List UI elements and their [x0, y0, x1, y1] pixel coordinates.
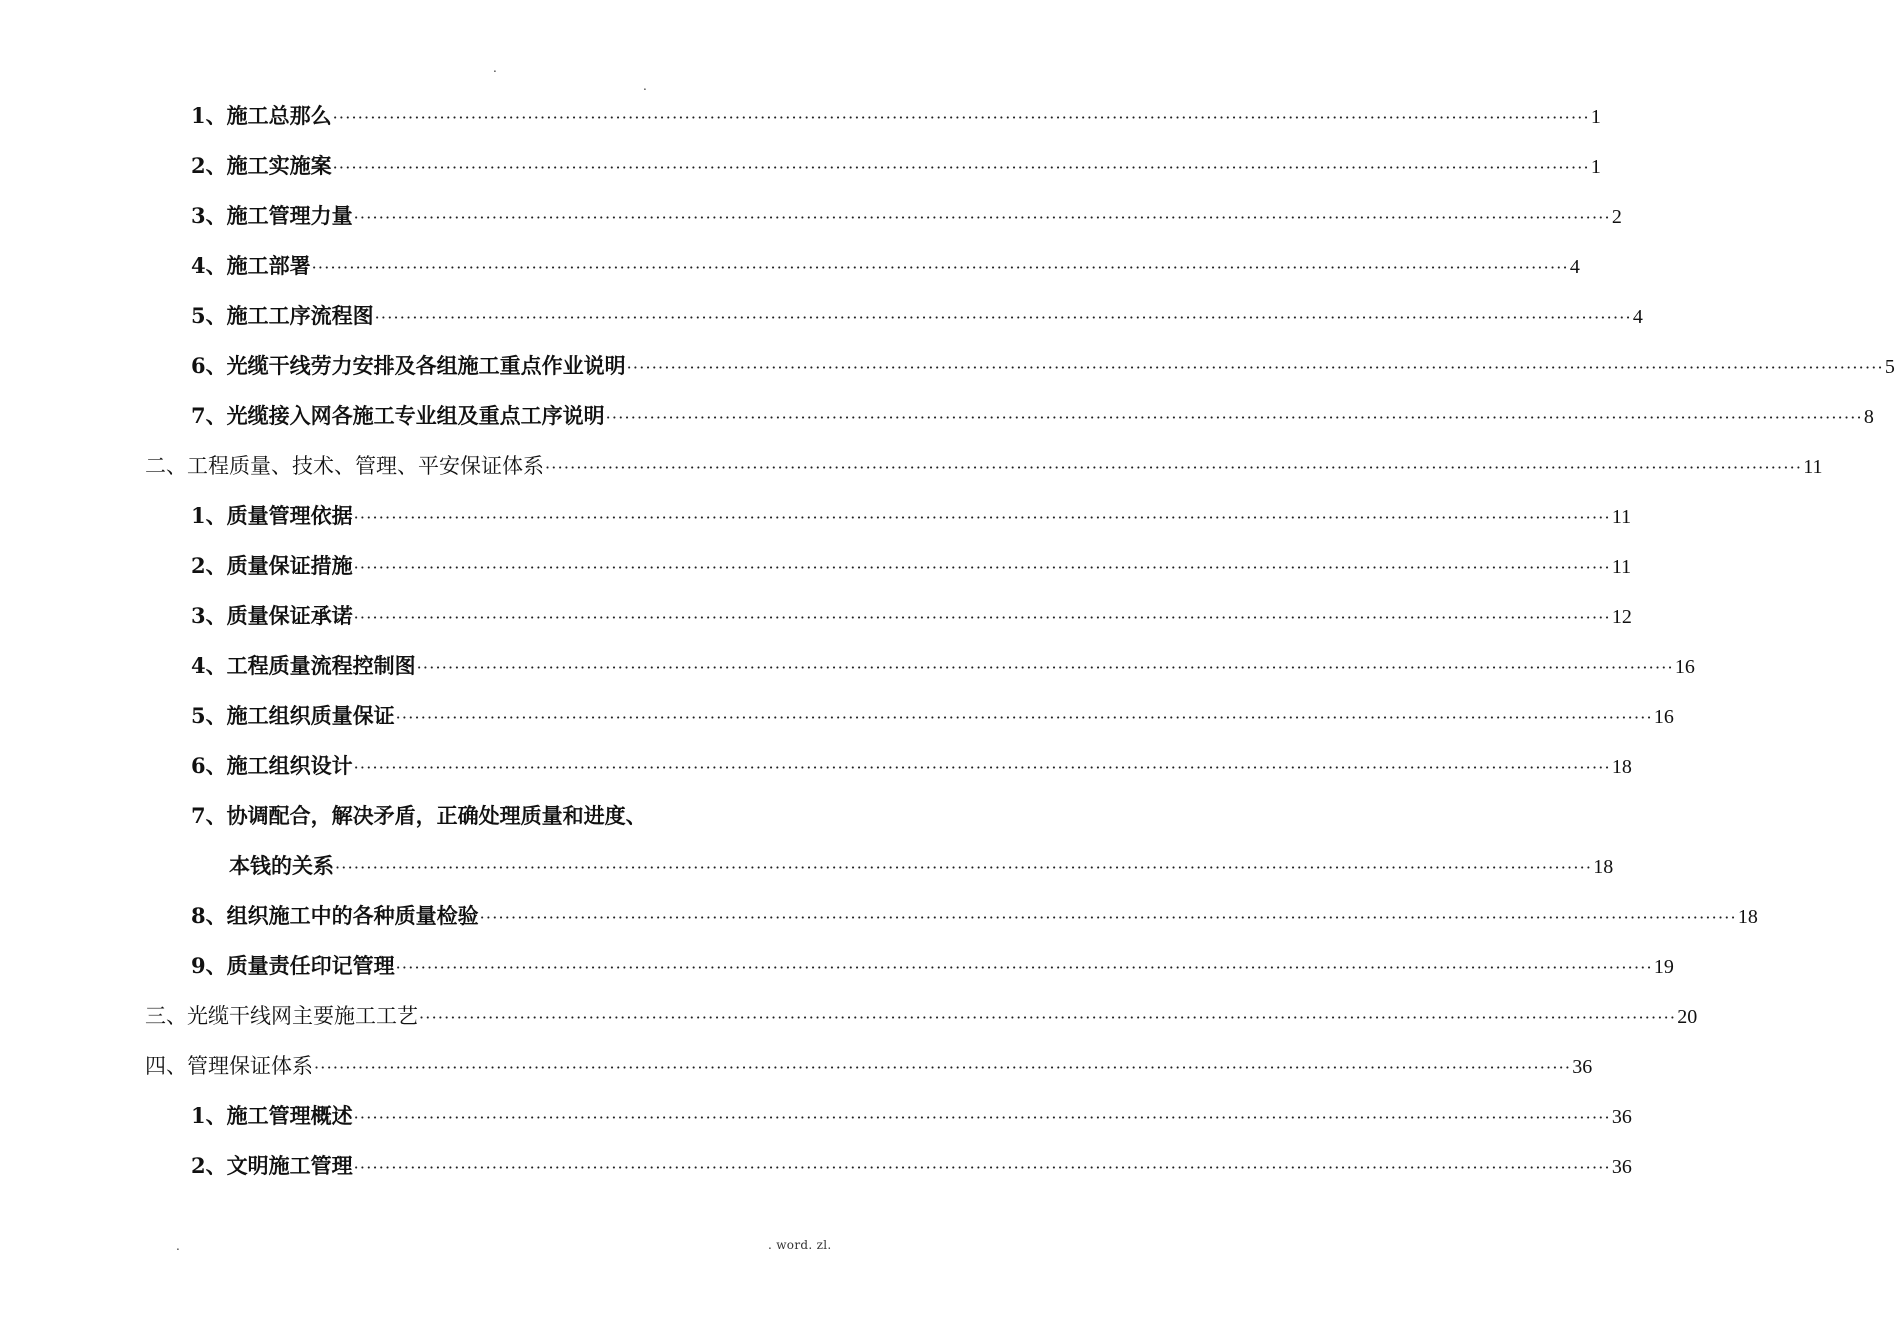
- toc-number: 4、: [191, 653, 227, 678]
- toc-title: 质量责任印记管理: [226, 953, 395, 978]
- toc-leader: ········································································································································································································: [311, 258, 1569, 277]
- toc-number: 9、: [191, 953, 227, 978]
- toc-leader: ········································································································································································································: [353, 1158, 1611, 1177]
- toc-title: 施工工序流程图: [226, 303, 374, 328]
- toc-title: 施工管理概述: [226, 1103, 353, 1128]
- toc-title: 工程质量、技术、管理、平安保证体系: [187, 454, 544, 478]
- toc-number: 4、: [191, 253, 227, 278]
- toc-title: 质量管理依据: [226, 503, 353, 528]
- toc-page: 1: [1590, 156, 1601, 178]
- toc-number: 二、: [145, 454, 187, 478]
- toc-leader: ········································································································································································································: [353, 758, 1611, 777]
- toc-page: 36: [1611, 1106, 1632, 1128]
- toc-entry[interactable]: [191, 501, 1632, 531]
- toc-number: 2、: [191, 1153, 227, 1178]
- toc-entry[interactable]: [191, 201, 1622, 231]
- toc-page: 20: [1677, 1006, 1698, 1028]
- toc-leader: ········································································································································································································: [332, 108, 1590, 127]
- toc-page: 2: [1611, 206, 1622, 228]
- toc-page: 16: [1674, 656, 1695, 678]
- toc-leader: ········································································································································································································: [395, 958, 1653, 977]
- toc-entry[interactable]: [191, 151, 1601, 181]
- toc-entry[interactable]: [191, 951, 1674, 981]
- toc-title: 光缆干线劳力安排及各组施工重点作业说明: [226, 353, 626, 378]
- toc-leader: ········································································································································································································: [353, 1108, 1611, 1127]
- toc-leader: ········································································································································································································: [314, 1058, 1572, 1077]
- toc-leader: ········································································································································································································: [419, 1008, 1677, 1027]
- toc-title: 施工部署: [226, 253, 311, 278]
- toc-number: 四、: [145, 1054, 187, 1078]
- toc-page: 12: [1611, 606, 1632, 628]
- toc-title: 管理保证体系: [187, 1054, 313, 1078]
- toc-leader: ········································································································································································································: [626, 358, 1884, 377]
- toc-title: 施工组织设计: [226, 753, 353, 778]
- toc-number: 三、: [145, 1004, 187, 1028]
- toc-title: 施工总那么: [226, 103, 332, 128]
- toc-number: 6、: [191, 753, 227, 778]
- toc-title: 施工管理力量: [226, 203, 353, 228]
- toc-entry[interactable]: [191, 601, 1632, 631]
- toc-entry[interactable]: [191, 651, 1695, 681]
- toc-page: 11: [1803, 456, 1823, 478]
- toc-number: 6、: [191, 353, 227, 378]
- toc-page: 18: [1737, 906, 1758, 928]
- toc-leader: ········································································································································································································: [353, 608, 1611, 627]
- toc-page: 16: [1653, 706, 1674, 728]
- top-dot-mark: .: [643, 79, 647, 93]
- toc-page: 36: [1611, 1156, 1632, 1178]
- toc-entry[interactable]: [191, 401, 1874, 431]
- toc-number: 2、: [191, 553, 227, 578]
- toc-title: 本钱的关系: [229, 853, 334, 878]
- toc-number: 5、: [191, 303, 227, 328]
- toc-number: 3、: [191, 203, 227, 228]
- toc-entry[interactable]: [191, 301, 1643, 331]
- toc-number: 3、: [191, 603, 227, 628]
- toc-section[interactable]: [145, 451, 1823, 481]
- toc-leader: ········································································································································································································: [479, 908, 1737, 927]
- toc-entry[interactable]: [191, 551, 1632, 581]
- toc-number: 8、: [191, 903, 227, 928]
- toc-leader: ········································································································································································································: [353, 558, 1611, 577]
- toc-entry[interactable]: [191, 1151, 1632, 1181]
- toc-entry[interactable]: [191, 1101, 1632, 1131]
- toc-page: 1: [1590, 106, 1601, 128]
- toc-title: 施工实施案: [226, 153, 332, 178]
- toc-entry[interactable]: [191, 801, 800, 831]
- toc-title: 质量保证承诺: [226, 603, 353, 628]
- toc-title: 工程质量流程控制图: [226, 653, 416, 678]
- toc-entry-continuation[interactable]: [229, 851, 1614, 881]
- toc-leader: ········································································································································································································: [353, 508, 1611, 527]
- toc-page: 4: [1569, 256, 1580, 278]
- toc-page: 36: [1572, 1056, 1593, 1078]
- toc-title: 质量保证措施: [226, 553, 353, 578]
- toc-title: 光缆干线网主要施工工艺: [187, 1004, 418, 1028]
- toc-title: 协调配合，解决矛盾，正确处理质量和进度、: [226, 803, 647, 828]
- toc-number: 1、: [191, 503, 227, 528]
- toc-page: 11: [1611, 556, 1632, 578]
- toc-leader: ········································································································································································································: [374, 308, 1632, 327]
- toc-leader: ········································································································································································································: [545, 458, 1803, 477]
- toc-number: 1、: [191, 1103, 227, 1128]
- toc-leader: ········································································································································································································: [605, 408, 1863, 427]
- toc-leader: ········································································································································································································: [416, 658, 1674, 677]
- toc-page: 4: [1632, 306, 1643, 328]
- toc-entry[interactable]: [191, 351, 1895, 381]
- footer-dot-mark: .: [176, 1239, 180, 1253]
- toc-page: 11: [1611, 506, 1632, 528]
- toc-page: 18: [1611, 756, 1632, 778]
- top-dot-mark: .: [493, 61, 497, 75]
- toc-page: 18: [1593, 856, 1614, 878]
- toc-section[interactable]: [145, 1051, 1593, 1081]
- toc-number: 7、: [191, 803, 227, 828]
- toc-number: 5、: [191, 703, 227, 728]
- footer-watermark-text: . word. zl.: [768, 1238, 832, 1252]
- toc-entry[interactable]: [191, 901, 1758, 931]
- toc-page: 5: [1884, 356, 1895, 378]
- toc-leader: ········································································································································································································: [332, 158, 1590, 177]
- toc-title: 组织施工中的各种质量检验: [226, 903, 479, 928]
- toc-title: 施工组织质量保证: [226, 703, 395, 728]
- toc-title: 文明施工管理: [226, 1153, 353, 1178]
- toc-number: 1、: [191, 103, 227, 128]
- toc-page: 8: [1863, 406, 1874, 428]
- toc-entry[interactable]: [191, 101, 1601, 131]
- toc-number: 2、: [191, 153, 227, 178]
- toc-number: 7、: [191, 403, 227, 428]
- toc-entry[interactable]: [191, 701, 1674, 731]
- toc-entry[interactable]: [191, 251, 1580, 281]
- toc-title: 光缆接入网各施工专业组及重点工序说明: [226, 403, 605, 428]
- toc-leader: ········································································································································································································: [353, 208, 1611, 227]
- toc-leader: ········································································································································································································: [335, 858, 1593, 877]
- toc-page: 19: [1653, 956, 1674, 978]
- toc-section[interactable]: [145, 1001, 1698, 1031]
- toc-entry[interactable]: [191, 751, 1632, 781]
- toc-leader: ········································································································································································································: [395, 708, 1653, 727]
